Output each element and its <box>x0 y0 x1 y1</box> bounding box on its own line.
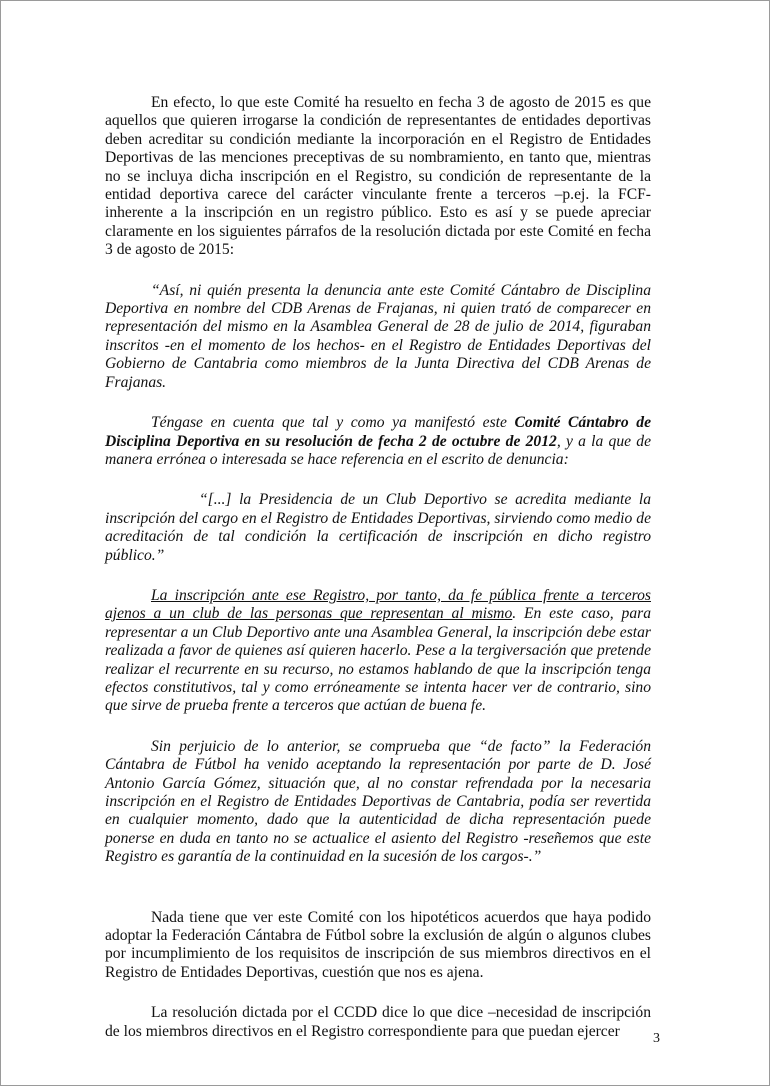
spacer <box>105 716 651 738</box>
spacer <box>105 565 651 587</box>
spacer <box>105 982 651 1004</box>
quote-2-bold-text: Comité Cántabro de Disciplina Deportiva en su resolución de fecha 2 de octubre de 2012 <box>105 414 651 450</box>
paragraph-committee: Nada tiene que ver este Comité con los hipotéticos acuerdos que haya podido adoptar la Federación Cántabra de Fútbol sobre la exclusión de algún o algunos clubes por incumplimiento de los requisitos de inscripción de sus miembros directivos en el Registro de Entidades Deportivas, cuestión que nos es ajena. <box>105 908 651 981</box>
quote-paragraph-5: Sin perjuicio de lo anterior, se comprueba que “de facto” la Federación Cántabra de Fútbol ha venido aceptando la representación por parte de D. José Antonio García Gómez, situación que, al no constar refrendada por la necesaria inscripción en el Registro de Entidades Deportivas de Cantabria, podía ser revertida en cualquier momento, dado que la autenticidad de dicha representación puede ponerse en duda en tanto no se actualice el asiento del Registro -reseñemos que este Registro es garantía de la continuidad en la sucesión de los cargos-.” <box>105 737 651 866</box>
spacer <box>105 260 651 282</box>
document-body <box>105 94 651 1041</box>
quote-paragraph-1: “Así, ni quién presenta la denuncia ante este Comité Cántabro de Disciplina Deportiva en nombre del CDB Arenas de Frajanas, ni quien trató de comparecer en representación del mismo en la Asamblea General de 28 de julio de 2014, figuraban inscritos -en el momento de los hechos- en el Registro de Entidades Deportivas del Gobierno de Cantabria como miembros de la Junta Directiva del CDB Arenas de Frajanas. <box>105 281 651 391</box>
quote-paragraph-4 <box>105 587 651 716</box>
quote-4-rest-text: . En este caso, para representar a un Club Deportivo ante una Asamblea General, la inscripción debe estar realizada a favor de quienes así quieren hacerlo. Pese a la tergiversación que pretende realizar el recurrente en su recurso, no estamos hablando de que la inscripción tenga efectos constitutivos, tal y como erróneamente se intenta hacer ver de contrario, sino que sirve de prueba frente a terceros que actúan de buena fe. <box>105 605 651 715</box>
page-number: 3 <box>653 1031 660 1046</box>
quote-2-lead-text: Téngase en cuenta que tal y como ya manifestó este <box>151 414 515 432</box>
paragraph-resolution: La resolución dictada por el CCDD dice lo que dice –necesidad de inscripción de los miembros directivos en el Registro correspondiente para que puedan ejercer <box>105 1004 651 1040</box>
spacer <box>105 392 651 414</box>
quote-paragraph-2 <box>105 414 651 469</box>
quote-2-tail-text: , y a la que de manera errónea o interesada se hace referencia en el escrito de denuncia: <box>105 432 651 468</box>
quote-paragraph-3-nested: “[...] la Presidencia de un Club Deportivo se acredita mediante la inscripción del cargo en el Registro de Entidades Deportivas, sirviendo como medio de acreditación de tal condición la certificación de inscripción en dicho registro público.” <box>105 491 651 564</box>
quote-4-underlined-text: La inscripción ante ese Registro, por tanto, da fe pública frente a terceros ajenos a un club de las personas que representan al mismo <box>105 586 651 623</box>
paragraph-intro: En efecto, lo que este Comité ha resuelto en fecha 3 de agosto de 2015 es que aquellos que quieren irrogarse la condición de representantes de entidades deportivas deben acreditar su condición mediante la incorporación en el Registro de Entidades Deportivas de las menciones preceptivas de su nombramiento, en tanto que, mientras no se incluya dicha inscripción en el Registro, su condición de representante de la entidad deportiva carece del carácter vinculante frente a terceros –p.ej. la FCF- inherente a la inscripción en un registro público. Esto es así y se puede apreciar claramente en los siguientes párrafos de la resolución dictada por este Comité en fecha 3 de agosto de 2015: <box>105 94 651 259</box>
spacer <box>105 469 651 491</box>
spacer <box>105 867 651 909</box>
